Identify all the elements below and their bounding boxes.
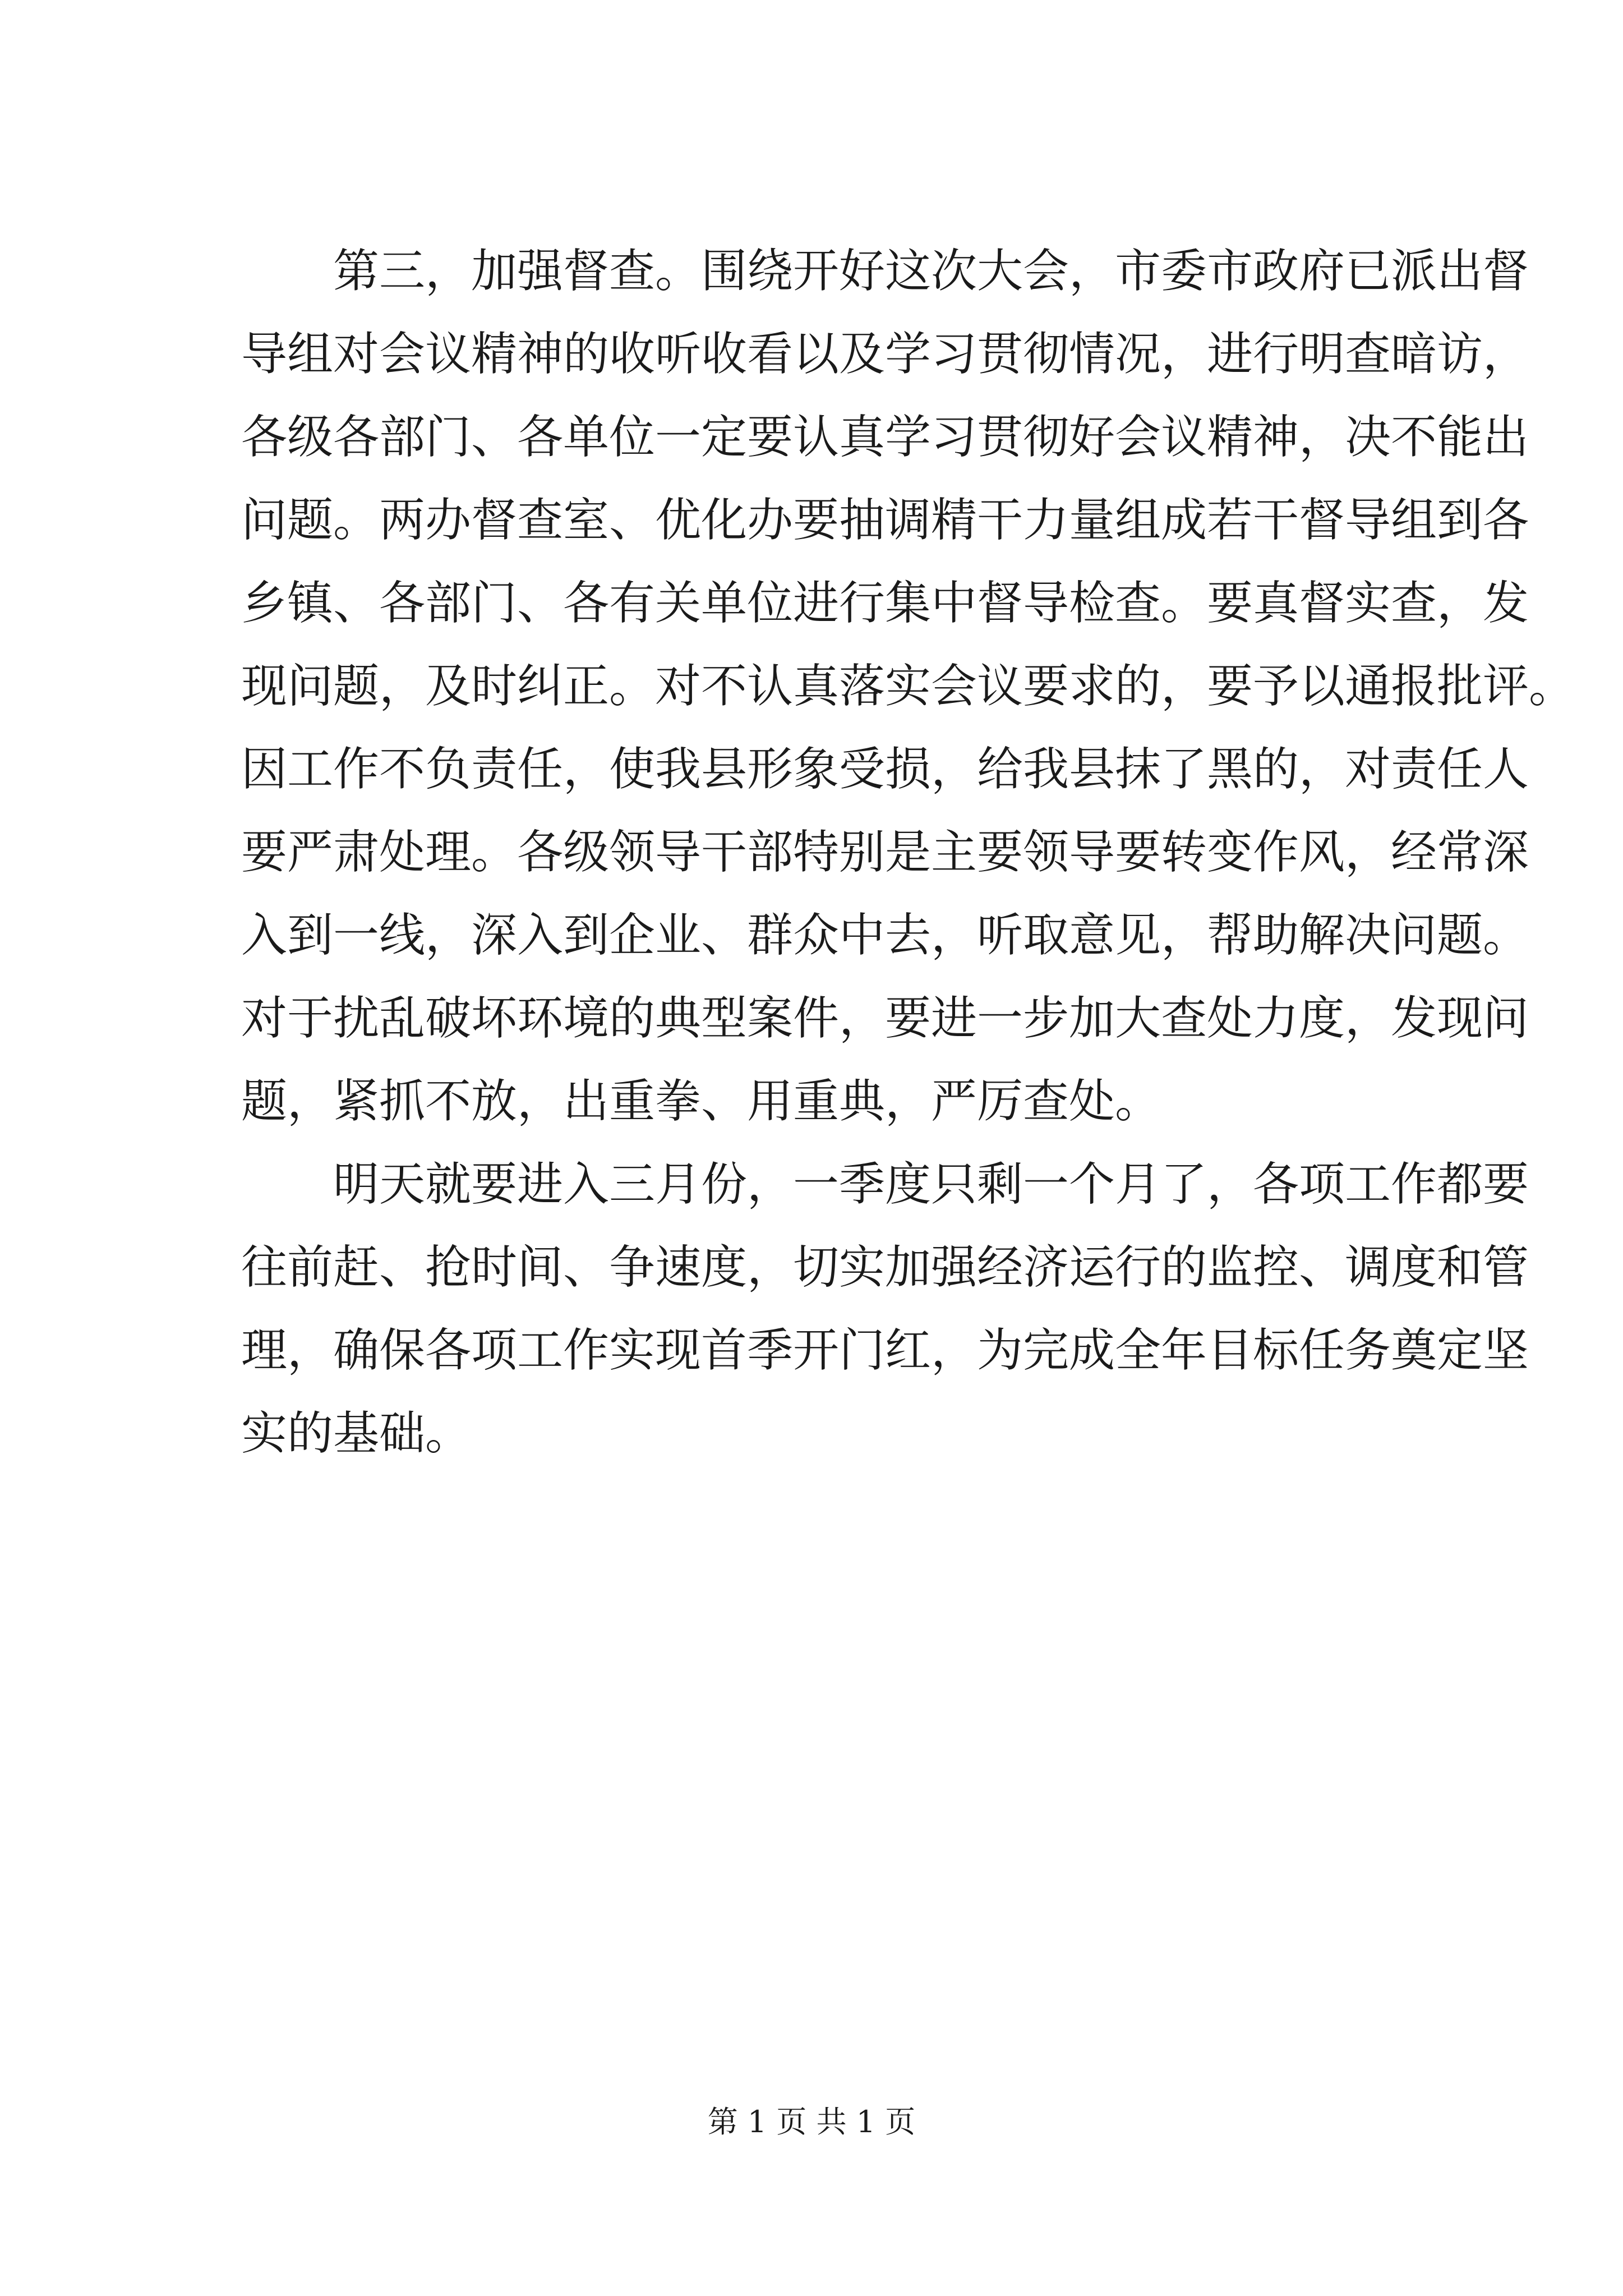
paragraph-line: 题，紧抓不放，出重拳、用重典，严厉查处。 [241,1075,1161,1128]
paragraph-line: 对于扰乱破坏环境的典型案件，要进一步加大查处力度，发现问 [241,992,1529,1045]
paragraph-line: 乡镇、各部门、各有关单位进行集中督导检查。要真督实查，发 [241,577,1529,630]
paragraph-line: 导组对会议精神的收听收看以及学习贯彻情况，进行明查暗访， [241,328,1529,381]
paragraph-2 [241,1143,1529,1475]
paragraph-line: 入到一线，深入到企业、群众中去，听取意见，帮助解决问题。 [241,909,1529,962]
paragraph-line: 往前赶、抢时间、争速度，切实加强经济运行的监控、调度和管 [241,1241,1529,1294]
page-number-label: 第 1 页 共 1 页 [707,2104,916,2139]
document-body [241,230,1575,1475]
paragraph-1 [241,230,1575,1143]
page-footer [0,2098,1623,2141]
paragraph-line: 明天就要进入三月份，一季度只剩一个月了，各项工作都要 [333,1158,1529,1211]
paragraph-line: 问题。两办督查室、优化办要抽调精干力量组成若干督导组到各 [241,494,1529,547]
paragraph-line: 第三，加强督查。围绕开好这次大会，市委市政府已派出督 [333,245,1529,298]
paragraph-line: 实的基础。 [241,1407,472,1460]
paragraph-line: 要严肃处理。各级领导干部特别是主要领导要转变作风，经常深 [241,826,1529,879]
paragraph-line: 各级各部门、各单位一定要认真学习贯彻好会议精神，决不能出 [241,411,1529,464]
paragraph-line: 现问题，及时纠正。对不认真落实会议要求的，要予以通报批评。 [241,660,1575,713]
paragraph-line: 理，确保各项工作实现首季开门红，为完成全年目标任务奠定坚 [241,1324,1529,1377]
paragraph-line: 因工作不负责任，使我县形象受损，给我县抹了黑的，对责任人 [241,743,1529,796]
